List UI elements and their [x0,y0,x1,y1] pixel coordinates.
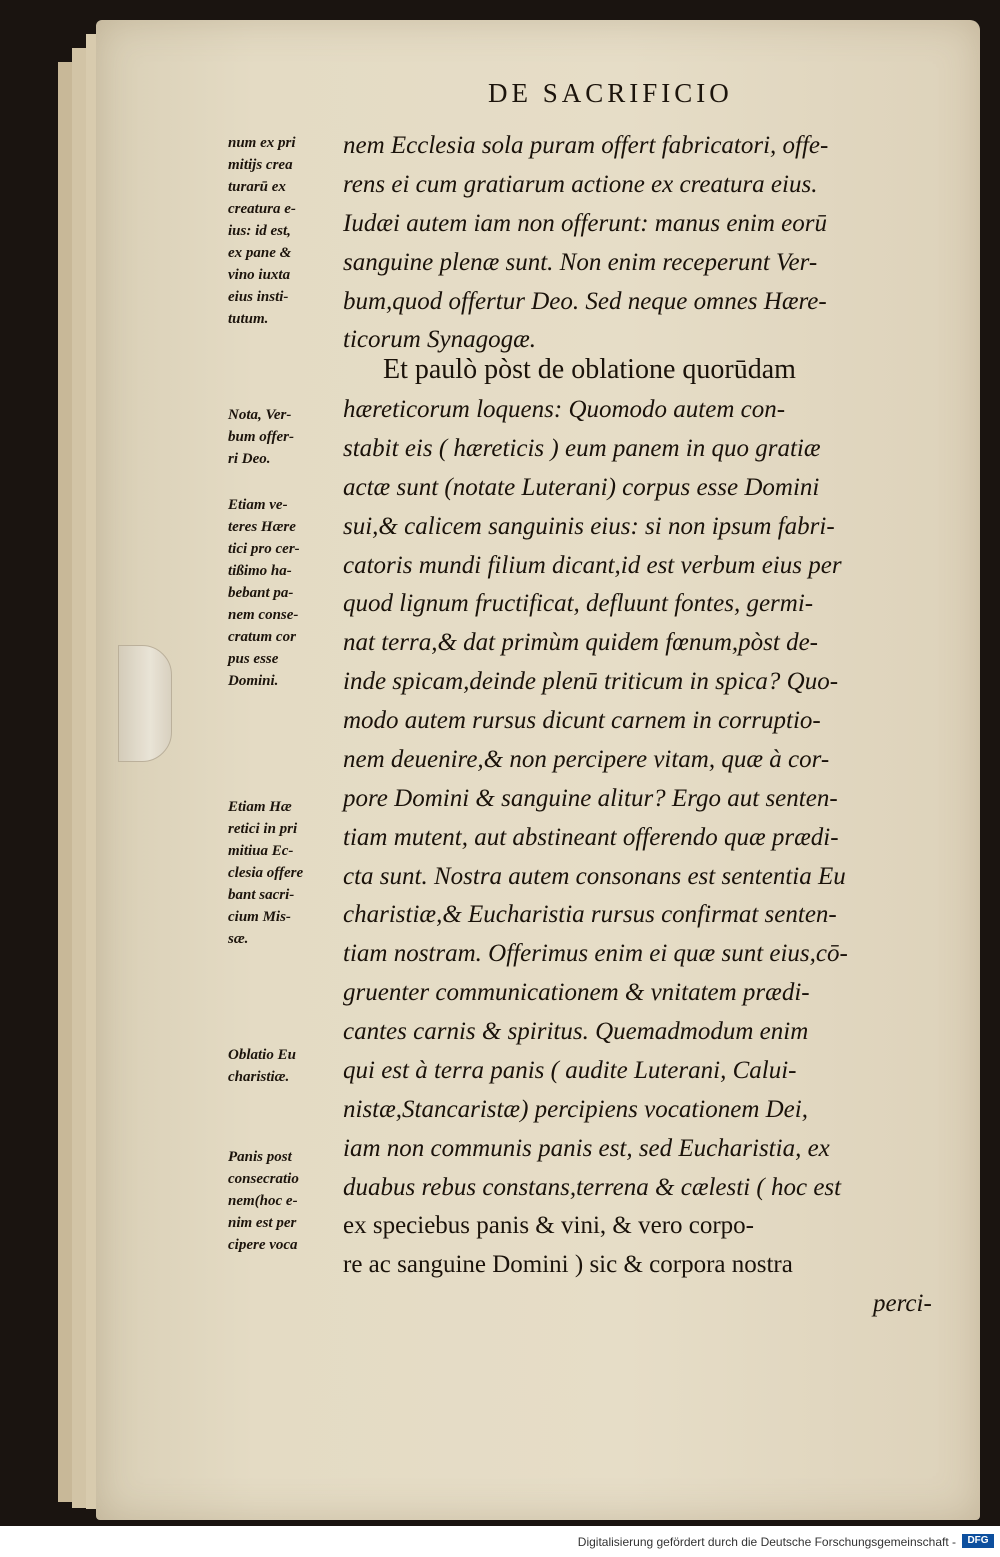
text-line: nem deuenire,& non percipere vitam, quæ à cor- [343,746,830,773]
text-line: cta sunt. Nostra autem consonans est sententia Eu [343,863,846,890]
text-line: hæreticorum loquens: Quomodo autem con- [343,396,786,423]
text-line: pore Domini & sanguine alitur? Ergo aut senten- [343,785,838,812]
text-line: quod lignum fructificat, defluunt fontes, germi- [343,590,814,617]
text-line: bum,quod offertur Deo. Sed neque omnes Hære- [343,288,827,315]
text-line: nistæ,Stancaristæ) percipiens vocationem Dei, [343,1096,808,1123]
text-line: charistiæ,& Eucharistia rursus confirmat senten- [343,901,837,928]
margin-note: Etiam ve- teres Hære tici pro cer- tißimo ha- bebant pa- nem conse- cratum cor pus esse Domini. [228,497,300,689]
margin-note: Panis post consecratio nem(hoc e- nim est per cipere voca [228,1149,299,1253]
margin-note: num ex pri mitijs crea turarū ex creatura e- ius: id est, ex pane & vino iuxta eius insti- tutum. [228,135,296,327]
text-line: tiam nostram. Offerimus enim ei quæ sunt eius,cō- [343,940,848,967]
text-line: re ac sanguine Domini ) sic & corpora nostra [343,1251,793,1278]
text-line: Iudæi autem iam non offerunt: manus enim eorū [343,210,827,237]
text-line: inde spicam,deinde plenū triticum in spica? Quo- [343,668,839,695]
text-line: Et paulò pòst de oblatione quorūdam [383,354,796,385]
text-line: gruenter communicationem & vnitatem prædi- [343,979,810,1006]
dfg-logo: DFG [962,1534,994,1548]
text-line: nem Ecclesia sola puram offert fabricatori, offe- [343,132,829,159]
text-line: sanguine plenæ sunt. Non enim receperunt Ver- [343,249,818,276]
text-line: catoris mundi filium dicant,id est verbum eius per [343,552,842,579]
running-header: DE SACRIFICIO [488,78,733,108]
footer-bar [0,1526,1000,1557]
text-line: iam non communis panis est, sed Eucharistia, ex [343,1135,830,1162]
text-line: tiam mutent, aut abstineant offerendo quæ prædi- [343,824,839,851]
text-line: rens ei cum gratiarum actione ex creatura eius. [343,171,818,198]
text-line: ex speciebus panis & vini, & vero corpo- [343,1212,755,1239]
text-line: cantes carnis & spiritus. Quemadmodum enim [343,1018,809,1045]
catchword: perci- [873,1290,932,1317]
text-line: nat terra,& dat primùm quidem fœnum,pòst de- [343,629,818,656]
margin-note: Oblatio Eu charistiæ. [228,1047,296,1085]
text-line: modo autem rursus dicunt carnem in corruptio- [343,707,821,734]
text-line: sui,& calicem sanguinis eius: si non ipsum fabri- [343,513,835,540]
margin-note: Etiam Hæ retici in pri mitiua Ec- clesia offere bant sacri- cium Mis- sæ. [228,799,304,947]
text-line: duabus rebus constans,terrena & cælesti ( hoc est [343,1174,842,1201]
funding-notice: Digitalisierung gefördert durch die Deutsche Forschungsgemeinschaft - [577,1535,956,1549]
margin-note: Nota, Ver- bum offer- ri Deo. [228,407,294,467]
bookmark-clip [118,645,172,762]
text-line: actæ sunt (notate Luterani) corpus esse Domini [343,474,820,501]
text-line: qui est à terra panis ( audite Luterani, Calui- [343,1057,797,1084]
text-line: ticorum Synagogæ. [343,326,537,353]
text-line: stabit eis ( hæreticis ) eum panem in quo gratiæ [343,435,821,462]
